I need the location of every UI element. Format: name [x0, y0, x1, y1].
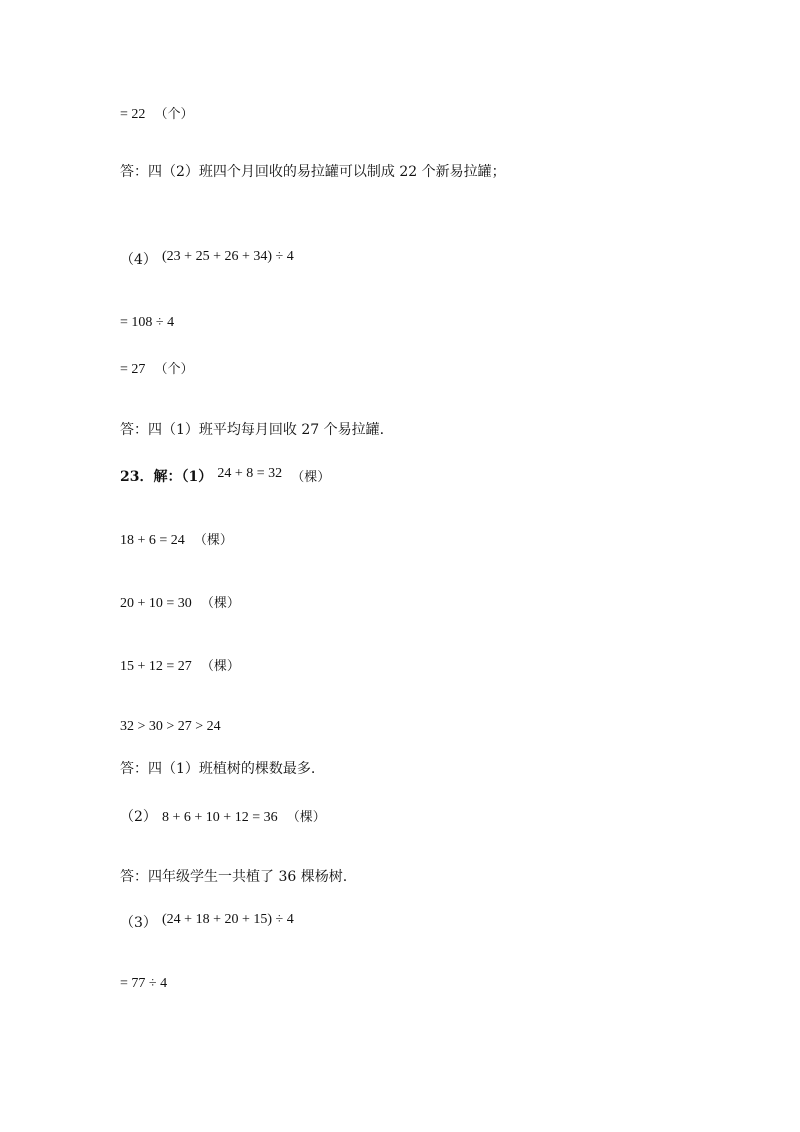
answer-line-4: 答：四年级学生一共植了 36 棵杨树.: [120, 869, 348, 885]
line-15: [120, 914, 294, 931]
answer-line-2: 答：四（1）班平均每月回收 27 个易拉罐.: [120, 422, 385, 438]
math-expression: 18 + 6 = 24: [120, 533, 185, 548]
math-expression: = 108 ÷ 4: [120, 315, 175, 330]
line-11: [120, 717, 221, 734]
unit-label: （个）: [154, 362, 194, 377]
math-expression: = 27: [120, 362, 146, 377]
math-expression: = 22: [120, 107, 146, 122]
line-10: [120, 657, 240, 674]
line-13: [120, 808, 326, 825]
math-expression: 8 + 6 + 10 + 12 = 36: [162, 810, 278, 825]
answer-line-1: 答：四（2）班四个月回收的易拉罐可以制成 22 个新易拉罐；: [120, 164, 506, 180]
line-3: [120, 251, 294, 268]
part-label: （4）: [120, 252, 157, 268]
unit-label: （棵）: [200, 596, 240, 611]
math-expression: (23 + 25 + 26 + 34) ÷ 4: [162, 249, 294, 264]
math-expression: = 77 ÷ 4: [120, 976, 168, 991]
line-8: [120, 531, 233, 548]
part-label: （3）: [120, 915, 157, 931]
math-expression: 15 + 12 = 27: [120, 659, 192, 674]
math-expression: (24 + 18 + 20 + 15) ÷ 4: [162, 912, 294, 927]
question-number: 23．解：（1）: [120, 469, 213, 485]
unit-label: （棵）: [286, 810, 326, 825]
part-label: （2）: [120, 809, 157, 825]
answer-line-3: 答：四（1）班植树的棵数最多.: [120, 761, 316, 777]
unit-label: （棵）: [193, 533, 233, 548]
line-1: [120, 105, 194, 122]
math-expression: 32 > 30 > 27 > 24: [120, 719, 221, 734]
line-16: [120, 974, 167, 991]
line-5: [120, 360, 194, 377]
math-expression: 24 + 8 = 32: [217, 466, 283, 481]
unit-label: （个）: [154, 107, 194, 122]
unit-label: （棵）: [200, 659, 240, 674]
line-9: [120, 594, 240, 611]
line-7: [120, 468, 330, 485]
unit-label: （棵）: [291, 470, 331, 485]
line-4: [120, 313, 174, 330]
math-expression: 20 + 10 = 30: [120, 596, 192, 611]
